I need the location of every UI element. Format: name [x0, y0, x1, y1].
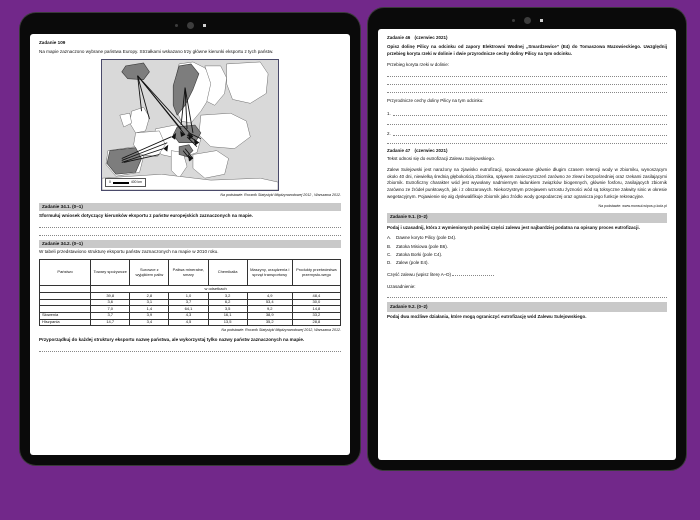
- cell-value: 3,4: [130, 319, 169, 326]
- option-c[interactable]: [387, 252, 667, 259]
- cell-value: 14,8: [292, 306, 340, 313]
- table-source: Na podstawie: Rocznik Statystyki Międzynarodowej 2012, Warszawa 2012.: [221, 328, 341, 333]
- indicator-light-icon: [540, 19, 543, 22]
- cell-value: 3,5: [208, 306, 247, 313]
- task-34-2-prompt: W tabeli przedstawiono strukturę eksportu państw zaznaczonych na mapie w 2010 roku.: [39, 249, 219, 255]
- task-109-title: Zadanie 109: [39, 40, 66, 45]
- cell-country: Słowenia: [40, 312, 91, 319]
- task-46-title: Zadanie 46: [387, 35, 411, 40]
- map-graphic: [102, 60, 278, 190]
- answer-line[interactable]: [387, 143, 667, 144]
- cell-value: 9,2: [247, 306, 292, 313]
- cell-country: [40, 306, 91, 313]
- task-9-1-answer-row: [387, 272, 667, 279]
- task-34-2-closing-prompt: Przyporządkuj do każdej struktury eksportu nazwę państwa, ale wykorzystaj tylko nazwy państw zaznaczonych na mapie.: [39, 337, 305, 343]
- col-header-manufactured: Produkty przetwórstwa przemysło-wego: [292, 260, 340, 286]
- answer-line[interactable]: [39, 351, 341, 352]
- answer-letter-input[interactable]: [452, 275, 494, 276]
- task-9-1-header: Zadanie 9.1. (0–2): [387, 213, 667, 223]
- option-c-label: C.: [387, 251, 392, 257]
- unit-label: w odsetkach: [91, 286, 341, 293]
- option-b-text: Zatoka Misiowa (pole B6).: [396, 243, 449, 249]
- option-d-label: D.: [387, 260, 392, 266]
- task-46-subprompt-2: Przyrodnicze cechy doliny Pilicy na tym odcinku:: [387, 98, 484, 103]
- task-34-1-prompt: Sformułuj wniosek dotyczący kierunków eksportu z państw europejskich zaznaczonych na mapie.: [39, 213, 253, 219]
- table-row: [40, 306, 341, 313]
- cell-value: 4,9: [247, 293, 292, 300]
- answer-line[interactable]: [393, 135, 667, 136]
- table-row: [40, 293, 341, 300]
- cell-value: 64,1: [169, 306, 208, 313]
- col-header-country: Państwo: [40, 260, 91, 286]
- sensor-dot-icon: [175, 24, 178, 27]
- task-46-subprompt-1: Przebieg koryta rzeki w dolinie:: [387, 62, 450, 68]
- map-scale-bar: [105, 178, 146, 187]
- col-header-fuel: Paliwa mineralne, smary: [169, 260, 208, 286]
- col-header-food: Towary spożywcze: [91, 260, 130, 286]
- cell-country: [40, 299, 91, 306]
- cell-value: 33,2: [292, 312, 340, 319]
- cell-value: 4,3: [169, 312, 208, 319]
- cell-value: 13,5: [208, 319, 247, 326]
- answer-line[interactable]: [387, 124, 667, 125]
- item-number: 2.: [387, 130, 391, 136]
- answer-line[interactable]: [387, 76, 667, 77]
- cell-value: 2,8: [130, 293, 169, 300]
- answer-line[interactable]: [387, 84, 667, 85]
- task-47-title: Zadanie 47: [387, 148, 411, 154]
- tablet-left: [20, 13, 360, 465]
- indicator-light-icon: [203, 24, 206, 27]
- task-46-titleline: [387, 35, 667, 42]
- option-b-label: B.: [387, 243, 392, 249]
- task-47-titleline: [387, 148, 667, 155]
- table-row: [40, 299, 341, 306]
- cell-value: 3,1: [130, 299, 169, 306]
- col-header-machines: Maszyny, urządzenia i sprzęt transportowy: [247, 260, 292, 286]
- task-9-2-header: Zadanie 9.2. (0–2): [387, 302, 667, 312]
- answer-line[interactable]: [387, 92, 667, 93]
- cell-value: 38,9: [247, 312, 292, 319]
- cell-value: 48,4: [292, 293, 340, 300]
- numbered-answer-2[interactable]: [387, 131, 667, 138]
- answer-line[interactable]: [387, 297, 667, 298]
- answer-line[interactable]: [39, 227, 341, 228]
- screen-right: [378, 29, 676, 460]
- justification-label: Uzasadnienie:: [387, 283, 416, 289]
- option-d-text: Zalew (pole E4).: [396, 260, 429, 266]
- cell-value: 3,7: [91, 312, 130, 319]
- task-47-body-text: Zalew Sulejowski jest narażony na zjawisko eutrofizacji, spowodowane głównie długim czasem retencji wody w zbiorniku, wynoszącym około 40 dni, niewielką średnią głębokością zbiornika, spływem zanieczyszczeń zarówno ze zlewni bezpośredniej oraz rzekami zasilającymi zbiornik. Eutroficzny charakter wód jest wywołany nadmiernym ładunkiem związków biogennych, głównie fosforu, zasilających zbiornik zarówno ze źródeł punktowych, jak i z obszarowych. Niekorzystnym przejawem wzrostu żyzności wód są toksyczne zakwity sinic w okresie wegetacyjnym. Pojawienie się alg dyskwalifikuje zbiornik jako źródło wody gospodarczej oraz ogranicza jego funkcje rekreacyjne.: [387, 166, 667, 199]
- camera-lens-icon: [187, 22, 194, 29]
- answer-prompt-label: Część zalewu (wpisz literę A–D): [387, 271, 452, 277]
- task-34-2-header: Zadanie 34.2. (0–1): [39, 240, 341, 249]
- camera-lens-icon: [524, 17, 531, 24]
- cell-value: 14,7: [91, 319, 130, 326]
- cell-value: 30,0: [292, 299, 340, 306]
- cell-value: 35,2: [247, 319, 292, 326]
- cell-value: 3,7: [169, 299, 208, 306]
- task-47-source: Na podstawie: www.monsul.wipos.p.lodz.pl: [598, 203, 667, 208]
- bezel-sensors-left: [20, 19, 360, 31]
- option-a[interactable]: [387, 235, 667, 242]
- cell-value: 1,4: [130, 306, 169, 313]
- table-row: [40, 319, 341, 326]
- option-a-text: Dawne koryto Pilicy (pole D4).: [396, 235, 457, 241]
- cell-value: 53,4: [247, 299, 292, 306]
- task-9-1-options: [387, 235, 667, 267]
- cell-value: 39,8: [91, 293, 130, 300]
- unit-empty-cell: [40, 286, 91, 293]
- cell-value: 16,1: [208, 312, 247, 319]
- export-structure-table: [39, 259, 341, 326]
- cell-value: 28,8: [292, 319, 340, 326]
- task-9-2-prompt: Podaj dwa możliwe działania, które mogą ograniczyć eutrofizację wód Zalewu Sulejowskiego.: [387, 314, 587, 320]
- task-47-date: (czerwiec 2021): [414, 148, 448, 154]
- document-page-left: [30, 34, 350, 455]
- map-source: Na podstawie: Rocznik Statystyki Międzynarodowej 2012 , Warszawa 2012.: [220, 193, 341, 198]
- europe-export-map: [101, 59, 279, 191]
- task-46-date: (czerwiec 2021): [414, 35, 448, 40]
- table-unit-row: [40, 286, 341, 293]
- task-9-1-prompt: Podaj i uzasadnij, która z wymienionych poniżej części zalewu jest najbardziej podatna na opisany proces eutrofizacji.: [387, 224, 640, 230]
- col-header-chem: Chemikalia: [208, 260, 247, 286]
- numbered-answer-1[interactable]: [387, 111, 667, 118]
- scale-bar-graphic: [113, 182, 129, 184]
- task-47-intro: Tekst odnosi się do eutrofizacji Zalewu Sulejowskiego.: [387, 156, 496, 161]
- option-d[interactable]: [387, 260, 667, 267]
- task-109-intro: Na mapie zaznaczono wybrane państwa Europy. Strzałkami wskazano trzy główne kierunki eksportu z tych państw.: [39, 48, 274, 54]
- item-number: 1.: [387, 110, 391, 116]
- option-c-text: Zatoka Borki (pole C4).: [396, 251, 443, 257]
- cell-value: 4,5: [169, 319, 208, 326]
- scale-distance: 400 km: [130, 180, 143, 185]
- cell-value: 1,0: [169, 293, 208, 300]
- screen-left: [30, 34, 350, 455]
- col-header-raw: Surowce z wyjątkiem paliw: [130, 260, 169, 286]
- cell-value: 3,2: [208, 293, 247, 300]
- cell-value: 3,6: [91, 299, 130, 306]
- cell-value: 3,9: [130, 312, 169, 319]
- answer-line[interactable]: [393, 115, 667, 116]
- sensor-dot-icon: [512, 19, 515, 22]
- task-46-prompt: Opisz dolinę Pilicy na odcinku od zapory Elektrowni Wodnej „Smardzewice” (E4) do Tomaszowa Mazowieckiego. Uwzględnij przebieg koryta rzeki w dolinie i dwie przyrodnicze cechy doliny Pilicy na tym odcinku.: [387, 43, 667, 56]
- table-header-row: [40, 260, 341, 286]
- bezel-sensors-right: [368, 14, 686, 26]
- task-34-1-header: Zadanie 34.1. (0–1): [39, 203, 341, 212]
- cell-value: 7,0: [91, 306, 130, 313]
- option-b[interactable]: [387, 244, 667, 251]
- cell-country: Hiszpania: [40, 319, 91, 326]
- option-a-label: A.: [387, 235, 392, 241]
- cell-country: [40, 293, 91, 300]
- answer-line[interactable]: [39, 235, 341, 236]
- tablet-right: [368, 8, 686, 470]
- scale-zero: 0: [109, 180, 111, 185]
- cell-value: 6,2: [208, 299, 247, 306]
- table-row: [40, 312, 341, 319]
- document-page-right: [378, 29, 676, 460]
